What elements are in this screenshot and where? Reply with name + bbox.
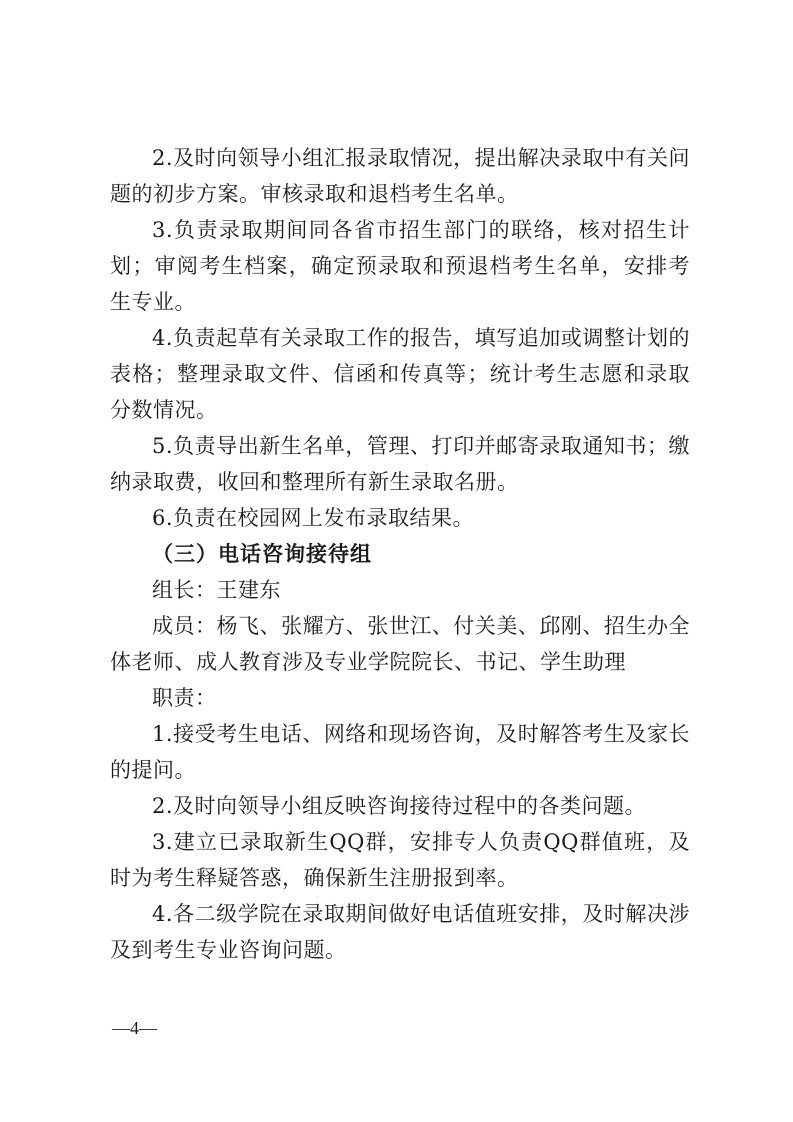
paragraph-duty-2: 2.及时向领导小组反映咨询接待过程中的各类问题。 bbox=[152, 794, 647, 818]
paragraph-duty-3: 3.建立已录取新生QQ群，安排专人负责QQ群值班，及时为考生释疑答惑，确保新生注册报到率。 bbox=[110, 830, 690, 890]
page-number: —4— bbox=[112, 1018, 157, 1038]
paragraph-duties-label: 职责： bbox=[152, 686, 217, 710]
document-body bbox=[110, 140, 690, 968]
section-heading-phone-consultation: （三）电话咨询接待组 bbox=[152, 542, 372, 566]
paragraph-members: 成员：杨飞、张耀方、张世江、付关美、邱刚、招生办全体老师、成人教育涉及专业学院院长、书记、学生助理 bbox=[110, 614, 690, 674]
paragraph-admission-report: 2.及时向领导小组汇报录取情况，提出解决录取中有关问题的初步方案。审核录取和退档考生名单。 bbox=[110, 146, 690, 206]
paragraph-liaison: 3.负责录取期间同各省市招生部门的联络，核对招生计划；审阅考生档案，确定预录取和预退档考生名单，安排考生专业。 bbox=[110, 218, 690, 314]
paragraph-publish-results: 6.负责在校园网上发布录取结果。 bbox=[152, 506, 475, 530]
paragraph-drafting: 4.负责起草有关录取工作的报告，填写追加或调整计划的表格；整理录取文件、信函和传真等；统计考生志愿和录取分数情况。 bbox=[110, 326, 690, 422]
paragraph-group-leader: 组长：王建东 bbox=[152, 578, 281, 602]
paragraph-duty-1: 1.接受考生电话、网络和现场咨询，及时解答考生及家长的提问。 bbox=[110, 722, 690, 782]
paragraph-notices: 5.负责导出新生名单，管理、打印并邮寄录取通知书；缴纳录取费，收回和整理所有新生录取名册。 bbox=[110, 434, 690, 494]
paragraph-duty-4: 4.各二级学院在录取期间做好电话值班安排，及时解决涉及到考生专业咨询问题。 bbox=[110, 902, 690, 962]
